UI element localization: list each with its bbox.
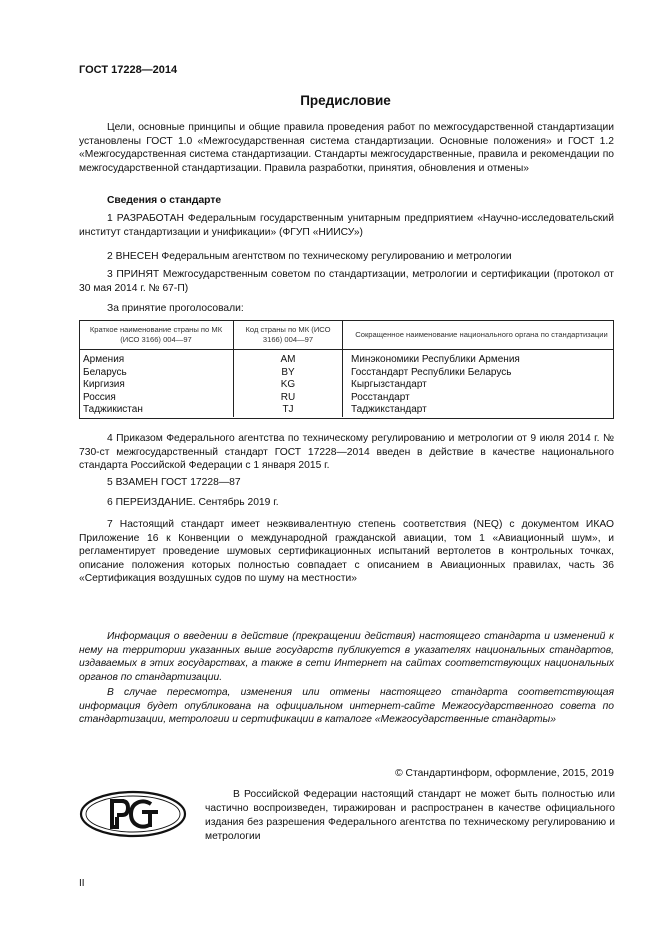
cell-country: Таджикистан — [79, 404, 234, 417]
cell-country: Армения — [79, 354, 234, 367]
voting-table — [79, 320, 614, 417]
page-number: II — [79, 878, 85, 889]
cell-country: Россия — [79, 392, 234, 405]
item-1: 1 РАЗРАБОТАН Федеральным государственным унитарным предприятием «Научно-исследовательский институт стандартизации и унификации» (ФГУП «НИИСУ») — [79, 213, 614, 238]
cell-body: Таджикстандарт — [351, 404, 427, 416]
item-7: 7 Настоящий стандарт имеет неэквивалентную степень соответствия (NEQ) с документом ИКАО Приложение 16 к Конвенции о международной гражданской авиации, том 1 «Авиационный шум», и регламентирует проведение шумовых сертификационных испытаний вертолетов в контрольных точках, описание положения которых полностью совпадает с описанием в Авиационных правилах, часть 36 «Сертификация воздушных судов по шуму на местности» — [79, 519, 614, 585]
rst-logo-icon — [79, 790, 187, 838]
item-2: 2 ВНЕСЕН Федеральным агентством по техническому регулированию и метрологии — [107, 251, 512, 262]
table-row — [79, 404, 614, 417]
document-code: ГОСТ 17228—2014 — [79, 64, 178, 76]
section-heading: Сведения о стандарте — [107, 195, 222, 206]
cell-body: Росстандарт — [351, 391, 410, 403]
cell-code: AM — [234, 354, 343, 367]
info-paragraph-1: Информация о введении в действие (прекращении действия) настоящего стандарта и изменений к нему на территории указанных выше государств публикуется в указателях национальных стандартов, издаваемых в этих государствах, а также в сети Интернет на сайтах соответствующих национальных органов по стандартизации. — [79, 631, 614, 683]
cell-country: Киргизия — [79, 379, 234, 392]
table-row — [79, 392, 614, 405]
table-header-row — [79, 320, 614, 350]
cell-code: TJ — [234, 404, 343, 417]
cell-code: RU — [234, 392, 343, 405]
cell-code: BY — [234, 367, 343, 380]
table-row — [79, 367, 614, 380]
intro-paragraph: Цели, основные принципы и общие правила проведения работ по межгосударственной стандартизации установлены ГОСТ 1.0 «Межгосударственная система стандартизации. Основные положения» и ГОСТ 1.2 «Межгосударственная система стандартизации. Стандарты межгосударственные, правила и рекомендации по межгосударственной стандартизации. Правила разработки, принятия, обновления и отмены» — [79, 122, 614, 174]
cell-body: Госстандарт Республики Беларусь — [351, 366, 512, 378]
page-title: Предисловие — [300, 93, 391, 108]
header-body: Сокращенное наименование национального органа по стандартизации — [343, 320, 615, 350]
cell-code: KG — [234, 379, 343, 392]
table-row — [79, 354, 614, 367]
cell-body: Кыргызстандарт — [351, 379, 427, 391]
info-paragraph-2: В случае пересмотра, изменения или отмены настоящего стандарта соответствующая информация будет опубликована на официальном интернет-сайте Межгосударственного совета по стандартизации, метрологии и сертификации в каталоге «Межгосударственные стандарты» — [79, 687, 614, 726]
item-6: 6 ПЕРЕИЗДАНИЕ. Сентябрь 2019 г. — [107, 497, 279, 508]
item-3: 3 ПРИНЯТ Межгосударственным советом по стандартизации, метрологии и сертификации (протокол от 30 мая 2014 г. № 67-П) — [79, 269, 614, 294]
header-country: Краткое наименование страны по МК (ИСО 3166) 004—97 — [79, 320, 234, 350]
vote-label: За принятие проголосовали: — [107, 303, 244, 314]
copyright-notice: В Российской Федерации настоящий стандарт не может быть полностью или частично воспроизведен, тиражирован и распространен в качестве официального издания без разрешения Федерального агентства по техническому регулированию и метрологии — [205, 789, 615, 842]
cell-country: Беларусь — [79, 367, 234, 380]
copyright: © Стандартинформ, оформление, 2015, 2019 — [395, 768, 614, 779]
item-5: 5 ВЗАМЕН ГОСТ 17228—87 — [107, 477, 241, 488]
item-4: 4 Приказом Федерального агентства по техническому регулированию и метрологии от 9 июля 2014 г. № 730-ст межгосударственный стандарт ГОСТ 17228—2014 введен в действие в качестве национального стандарта Российской Федерации с 1 января 2015 г. — [79, 433, 614, 472]
cell-body: Минэкономики Республики Армения — [351, 354, 520, 365]
header-code: Код страны по МК (ИСО 3166) 004—97 — [234, 320, 343, 350]
table-row — [79, 379, 614, 392]
